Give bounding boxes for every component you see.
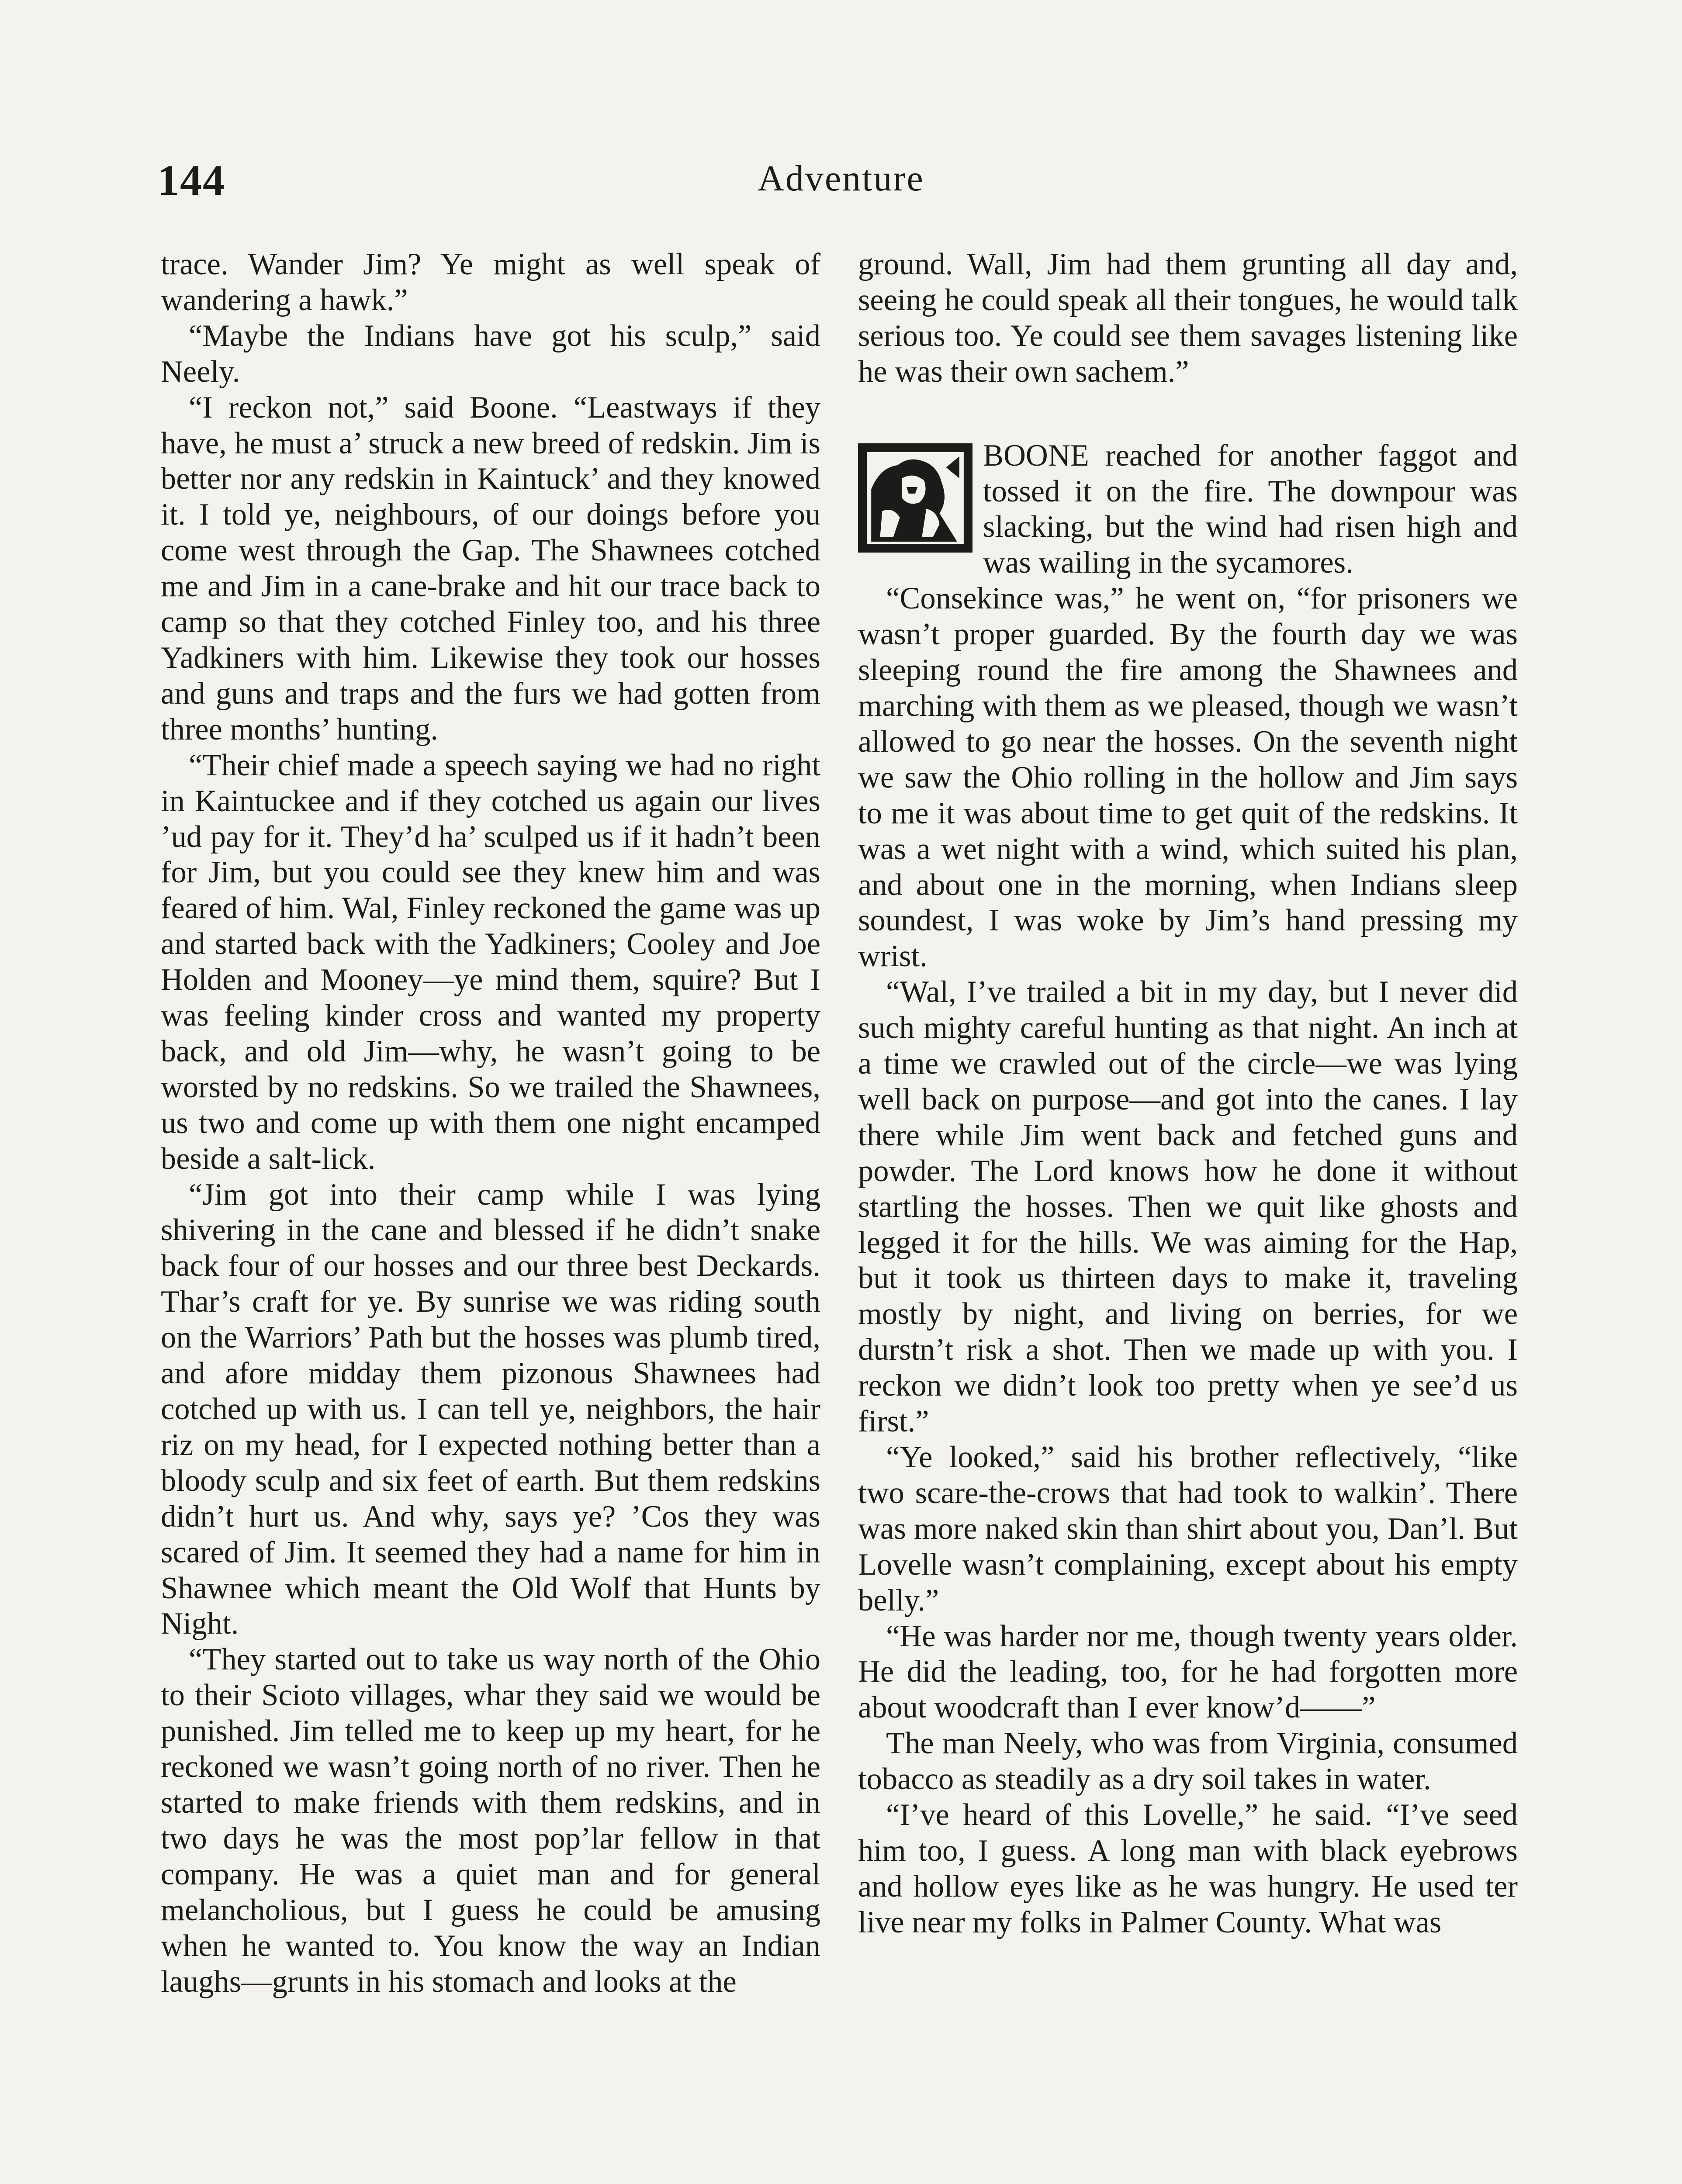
paragraph: “They started out to take us way north of the Ohio to their Scioto villages, whar they said we would be punished. Jim telled me to keep up my heart, for he reckoned we wasn’t going north of no river. Then he started to make friends with them redskins, and in two days he was the most pop’lar fellow in that company. He was a quiet man and for general melancholious, but I guess he could be amusing when he wanted to. You know the way an Indian laughs—grunts in his stomach and looks at the: [161, 1642, 820, 1999]
paragraph: “Jim got into their camp while I was lying shivering in the cane and blessed if he didn’t snake back four of our hosses and our three best Deckards. Thar’s craft for ye. By sunrise we was riding south on the Warriors’ Path but the hosses was plumb tired, and afore midday them pizonous Shawnees had cotched up with us. I can tell ye, neighbors, the hair riz on my head, for I expected nothing better than a bloody sculp and six feet of earth. But them redskins didn’t hurt us. And why, says ye? ’Cos they was scared of Jim. It seemed they had a name for him in Shawnee which meant the Old Wolf that Hunts by Night.: [161, 1177, 820, 1641]
paragraph: “Maybe the Indians have got his sculp,” said Neely.: [161, 318, 820, 389]
paragraph: “I’ve heard of this Lovelle,” he said. “I’ve seed him too, I guess. A long man with black eyebrows and hollow eyes like as he was hungry. He used ter live near my folks in Palmer County. What was: [858, 1798, 1518, 1939]
paragraph: “I reckon not,” said Boone. “Leastways if they have, he must a’ struck a new breed of redskin. Jim is better nor any redskin in Kaintuck’ and they knowed it. I told ye, neighbours, of our doings before you come west through the Gap. The Shawnees cotched me and Jim in a cane-brake and hit our trace back to camp so that they cotched Finley too, and his three Yadkiners with him. Likewise they took our hosses and guns and traps and the furs we had gotten from three months’ hunting.: [161, 390, 820, 746]
section-opening: [858, 438, 1518, 581]
page-number: 144: [157, 156, 225, 204]
running-title: Adventure: [758, 158, 924, 199]
paragraph: BOONE reached for another faggot and tossed it on the fire. The downpour was slacking, but the wind had risen high and was wailing in the sycamores.: [983, 438, 1518, 580]
paragraph: ground. Wall, Jim had them grunting all day and, seeing he could speak all their tongues, he would talk serious too. Ye could see them savages listening like he was their own sachem.”: [858, 247, 1518, 389]
paragraph: “Consekince was,” he went on, “for prisoners we wasn’t proper guarded. By the fourth day we was sleeping round the fire among the Shawnees and marching with them as we pleased, though we wasn’t allowed to go near the hosses. On the seventh night we saw the Ohio rolling in the hollow and Jim says to me it was about time to get quit of the redskins. It was a wet night with a wind, which suited his plan, and about one in the morning, when Indians sleep soundest, I was woke by Jim’s hand pressing my wrist.: [858, 581, 1518, 974]
left-column: [161, 247, 820, 2000]
paragraph: “Their chief made a speech saying we had no right in Kaintuckee and if they cotched us again our lives ’ud pay for it. They’d ha’ sculped us if it hadn’t been for Jim, but you could see they knew him and was feared of him. Wal, Finley reckoned the game was up and started back with the Yadkiners; Cooley and Joe Holden and Mooney—ye mind them, squire? But I was feeling kinder cross and wanted my property back, and old Jim—why, he wasn’t going to be worsted by no redskins. So we trailed the Shawnees, us two and come up with them one night encamped beside a salt-lick.: [161, 748, 820, 1176]
paragraph: trace. Wander Jim? Ye might as well speak of wandering a hawk.”: [161, 247, 820, 317]
paragraph: “Ye looked,” said his brother reflectively, “like two scare-the-crows that had took to walkin’. There was more naked skin than shirt about you, Dan’l. But Lovelle wasn’t complaining, except about his empty belly.”: [858, 1440, 1518, 1617]
paragraph: “He was harder nor me, though twenty years older. He did the leading, too, for he had forgotten more about woodcraft than I ever know’d——”: [858, 1619, 1518, 1725]
paragraph: “Wal, I’ve trailed a bit in my day, but I never did such mighty careful hunting as that night. An inch at a time we crawled out of the circle—we was lying well back on purpose—and got into the canes. I lay there while Jim went back and fetched guns and powder. The Lord knows how he done it without startling the hosses. Then we quit like ghosts and legged it for the hills. We was aiming for the Hap, but it took us thirteen days to make it, traveling mostly by night, and living on berries, for we durstn’t risk a shot. Then we made up with you. I reckon we didn’t look too pretty when ye see’d us first.”: [858, 975, 1518, 1439]
right-column: [858, 247, 1518, 1941]
paragraph: The man Neely, who was from Virginia, consumed tobacco as steadily as a dry soil takes in water.: [858, 1726, 1518, 1797]
woodcut-figure-icon: [858, 443, 973, 553]
